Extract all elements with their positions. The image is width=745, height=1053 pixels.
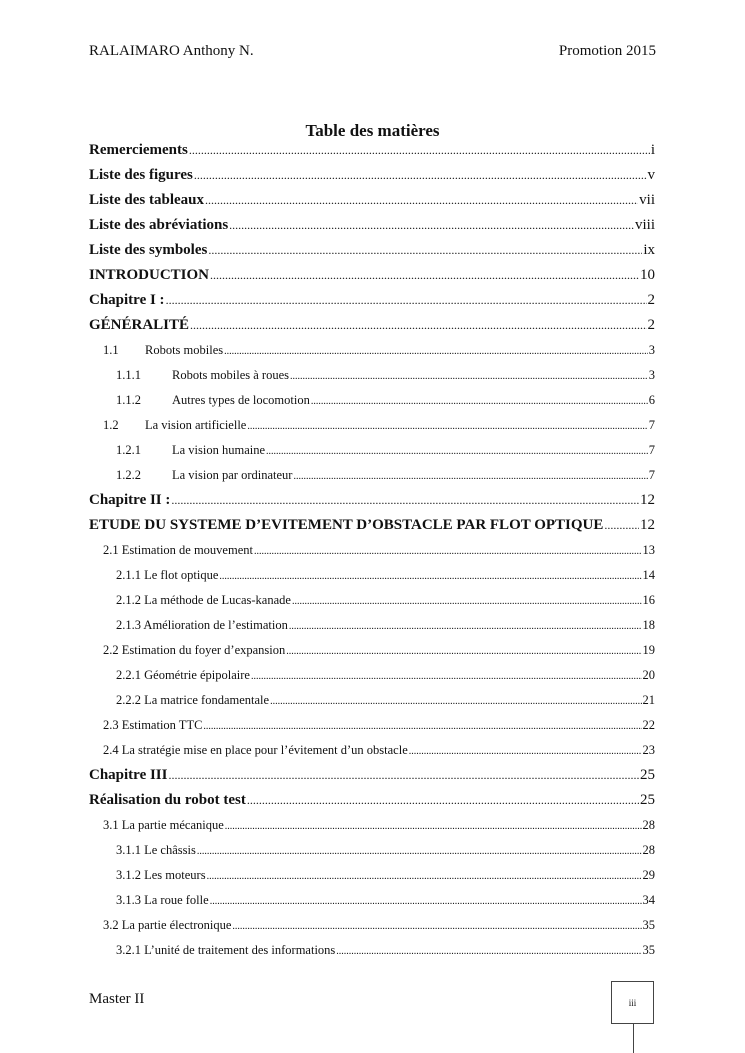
toc-entry[interactable]	[89, 413, 655, 438]
toc-entry-label: Réalisation du robot test	[89, 792, 246, 808]
toc-entry-label: Remerciements	[89, 142, 188, 158]
toc-leader-dots	[171, 488, 639, 513]
toc-leader-dots	[194, 163, 647, 188]
header-promotion: Promotion 2015	[558, 43, 656, 59]
toc-entry-page: 12	[640, 517, 655, 533]
toc-entry[interactable]	[89, 363, 655, 388]
toc-entry-page: 28	[642, 818, 655, 832]
toc-entry-label: 3.2.1 L’unité de traitement des informations	[116, 943, 336, 957]
toc-entry-label: Liste des symboles	[89, 242, 208, 258]
toc-entry-label: Liste des figures	[89, 167, 193, 183]
toc-entry[interactable]	[89, 763, 655, 788]
toc-entry[interactable]	[89, 713, 655, 738]
toc-entry-label: Chapitre III	[89, 767, 168, 783]
toc-entry-page: 22	[642, 718, 655, 732]
toc-entry-page: 34	[642, 893, 655, 907]
toc-entry-label: 3.1 La partie mécanique	[103, 818, 224, 832]
toc-entry-page: ix	[643, 242, 655, 258]
toc-leader-dots	[409, 739, 642, 764]
toc-entry-label: Chapitre I :	[89, 292, 165, 308]
toc-entry-label: Autres types de locomotion	[172, 393, 310, 407]
toc-entry-page: v	[647, 167, 655, 183]
toc-entry[interactable]	[89, 488, 655, 513]
toc-leader-dots	[289, 614, 642, 639]
toc-entry-page: 29	[642, 868, 655, 882]
toc-entry[interactable]	[89, 588, 655, 613]
toc-leader-dots	[189, 138, 650, 163]
toc-entry-number: 1.2.1	[116, 443, 141, 457]
toc-entry-page: 13	[642, 543, 655, 557]
toc-entry-label: 2.3 Estimation TTC	[103, 718, 203, 732]
toc-entry-label: 3.2 La partie électronique	[103, 918, 232, 932]
toc-entry[interactable]	[89, 338, 655, 363]
toc-leader-dots	[219, 564, 641, 589]
toc-leader-dots	[229, 213, 634, 238]
toc-leader-dots	[251, 664, 642, 689]
toc-entry-number: 1.1	[103, 343, 119, 357]
toc-entry[interactable]	[89, 538, 655, 563]
toc-entry-number: 1.2	[103, 418, 119, 432]
toc-entry[interactable]	[89, 513, 655, 538]
toc-entry[interactable]	[89, 838, 655, 863]
toc-entry[interactable]	[89, 938, 655, 963]
toc-entry-page: 18	[642, 618, 655, 632]
toc-entry-label: Robots mobiles à roues	[172, 368, 290, 382]
toc-entry-page: 12	[640, 492, 655, 508]
toc-entry-label: 2.2.1 Géométrie épipolaire	[116, 668, 250, 682]
toc-entry-page: 14	[642, 568, 655, 582]
table-of-contents	[89, 138, 655, 963]
toc-entry-page: 20	[642, 668, 655, 682]
toc-entry[interactable]	[89, 663, 655, 688]
toc-entry-page: 23	[642, 743, 655, 757]
toc-entry-label: 3.1.2 Les moteurs	[116, 868, 206, 882]
toc-leader-dots	[205, 188, 638, 213]
toc-entry-page: 6	[648, 393, 655, 407]
toc-leader-dots	[336, 939, 641, 964]
page-number-box	[611, 981, 654, 1024]
toc-entry[interactable]	[89, 688, 655, 713]
toc-leader-dots	[208, 238, 642, 263]
toc-entry[interactable]	[89, 288, 655, 313]
page-number-divider	[633, 1024, 634, 1053]
toc-entry-label: Robots mobiles	[145, 343, 224, 357]
toc-entry-number: 1.1.1	[116, 368, 141, 382]
toc-leader-dots	[311, 389, 648, 414]
toc-entry[interactable]	[89, 613, 655, 638]
toc-entry-label: GÉNÉRALITÉ	[89, 317, 190, 333]
toc-entry-label: 2.1 Estimation de mouvement	[103, 543, 253, 557]
toc-entry-page: i	[650, 142, 655, 158]
toc-leader-dots	[232, 914, 641, 939]
header-author: RALAIMARO Anthony N.	[89, 43, 254, 59]
toc-entry-label: ETUDE DU SYSTEME D’EVITEMENT D’OBSTACLE PAR FLOT OPTIQUE	[89, 517, 604, 533]
toc-leader-dots	[290, 364, 648, 389]
toc-entry-label: INTRODUCTION	[89, 267, 210, 283]
toc-entry-page: 2	[647, 292, 655, 308]
toc-entry-page: 2	[647, 317, 655, 333]
toc-entry[interactable]	[89, 238, 655, 263]
toc-entry-page: vii	[639, 192, 655, 208]
toc-leader-dots	[293, 464, 647, 489]
toc-entry-label: 2.4 La stratégie mise en place pour l’évitement d’un obstacle	[103, 743, 408, 757]
toc-entry-label: 2.1.1 Le flot optique	[116, 568, 219, 582]
toc-entry-page: 21	[642, 693, 655, 707]
toc-leader-dots	[197, 839, 642, 864]
toc-entry-label: Chapitre II :	[89, 492, 171, 508]
toc-leader-dots	[266, 439, 648, 464]
toc-entry[interactable]	[89, 788, 655, 813]
toc-entry[interactable]	[89, 638, 655, 663]
toc-leader-dots	[254, 539, 642, 564]
toc-leader-dots	[604, 513, 639, 538]
toc-entry[interactable]	[89, 738, 655, 763]
toc-entry-page: 28	[642, 843, 655, 857]
toc-entry-label: La vision par ordinateur	[172, 468, 293, 482]
toc-entry[interactable]	[89, 888, 655, 913]
toc-entry-label: La vision humaine	[172, 443, 266, 457]
toc-entry-label: Liste des tableaux	[89, 192, 205, 208]
toc-title: Table des matières	[305, 121, 440, 140]
footer-label: Master II	[89, 991, 145, 1007]
toc-entry[interactable]	[89, 388, 655, 413]
toc-entry-page: 19	[642, 643, 655, 657]
toc-entry-page: 25	[640, 767, 655, 783]
toc-entry-number: 1.1.2	[116, 393, 141, 407]
toc-leader-dots	[210, 263, 639, 288]
toc-entry[interactable]	[89, 463, 655, 488]
toc-entry-page: 35	[642, 943, 655, 957]
toc-entry-label: 2.2 Estimation du foyer d’expansion	[103, 643, 286, 657]
toc-entry[interactable]	[89, 913, 655, 938]
toc-leader-dots	[203, 714, 641, 739]
toc-entry-page: 3	[648, 368, 655, 382]
toc-leader-dots	[207, 864, 642, 889]
toc-leader-dots	[286, 639, 641, 664]
toc-entry[interactable]	[89, 263, 655, 288]
toc-entry[interactable]	[89, 438, 655, 463]
toc-entry[interactable]	[89, 138, 655, 163]
toc-entry-label: 2.1.3 Amélioration de l’estimation	[116, 618, 288, 632]
toc-entry[interactable]	[89, 813, 655, 838]
toc-entry-label: 2.2.2 La matrice fondamentale	[116, 693, 270, 707]
toc-entry-label: 3.1.3 La roue folle	[116, 893, 209, 907]
toc-leader-dots	[247, 788, 639, 813]
toc-entry[interactable]	[89, 213, 655, 238]
toc-leader-dots	[224, 339, 648, 364]
toc-leader-dots	[169, 763, 640, 788]
toc-entry-number: 1.2.2	[116, 468, 141, 482]
toc-entry-page: 25	[640, 792, 655, 808]
toc-leader-dots	[247, 414, 647, 439]
toc-leader-dots	[270, 689, 641, 714]
toc-leader-dots	[190, 313, 646, 338]
toc-entry-page: 10	[640, 267, 655, 283]
toc-entry-page: 7	[648, 443, 655, 457]
toc-entry-page: 16	[642, 593, 655, 607]
page-number: iii	[628, 997, 637, 1008]
toc-entry-label: 2.1.2 La méthode de Lucas-kanade	[116, 593, 291, 607]
toc-leader-dots	[166, 288, 647, 313]
toc-entry[interactable]	[89, 163, 655, 188]
toc-leader-dots	[292, 589, 642, 614]
toc-entry-page: 7	[648, 468, 655, 482]
toc-entry-page: viii	[634, 217, 655, 233]
toc-entry-label: 3.1.1 Le châssis	[116, 843, 196, 857]
toc-entry-label: La vision artificielle	[145, 418, 247, 432]
toc-entry-page: 7	[648, 418, 655, 432]
toc-entry-page: 35	[642, 918, 655, 932]
toc-leader-dots	[225, 814, 642, 839]
toc-entry-label: Liste des abréviations	[89, 217, 229, 233]
toc-entry[interactable]	[89, 188, 655, 213]
toc-entry[interactable]	[89, 313, 655, 338]
toc-entry[interactable]	[89, 863, 655, 888]
toc-leader-dots	[210, 889, 642, 914]
toc-entry[interactable]	[89, 563, 655, 588]
toc-entry-page: 3	[648, 343, 655, 357]
